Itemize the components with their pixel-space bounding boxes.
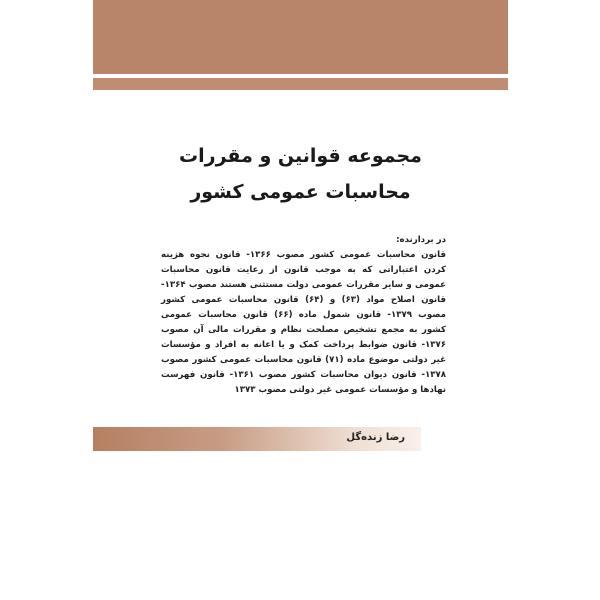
title-line-2: محاسبات عمومی کشور [190, 181, 411, 203]
author-bar [93, 427, 421, 451]
book-cover [93, 0, 508, 600]
title-line-1: مجموعه قوانین و مقررات [179, 145, 422, 167]
contents-heading: در بردارنده: [396, 235, 446, 245]
author-name: رضا زنده‌گل [346, 432, 405, 443]
top-color-band [93, 0, 508, 74]
contents-description [161, 233, 446, 398]
top-color-stripe [93, 78, 508, 90]
book-title [93, 138, 508, 210]
contents-body: قانون محاسبات عمومی کشور مصوب ۱۳۶۶- قانون نحوه هزینه کردن اعتباراتی که به موجب قانون از رعایت قانون محاسبات عمومی و سایر مقررات عمومی دولت مستثنی هستند مصوب ۱۳۶۴- قانون اصلاح مواد (۶۳) و (۶۴) قانون محاسبات عمومی کشور مصوب ۱۳۷۹- قانون شمول ماده (۶۶) قانون محاسبات عمومی کشور به مجمع تشخیص مصلحت نظام و مقررات مالی آن مصوب ۱۳۷۶- قانون ضوابط پرداخت کمک و یا اعانه به افراد و مؤسسات غیر دولتی موضوع ماده (۷۱) قانون محاسبات عمومی کشور مصوب ۱۳۷۸- قانون دیوان محاسبات کشور مصوب ۱۳۶۱- قانون فهرست نهادها و مؤسسات عمومی غیر دولتی مصوب ۱۳۷۳ [161, 250, 447, 395]
